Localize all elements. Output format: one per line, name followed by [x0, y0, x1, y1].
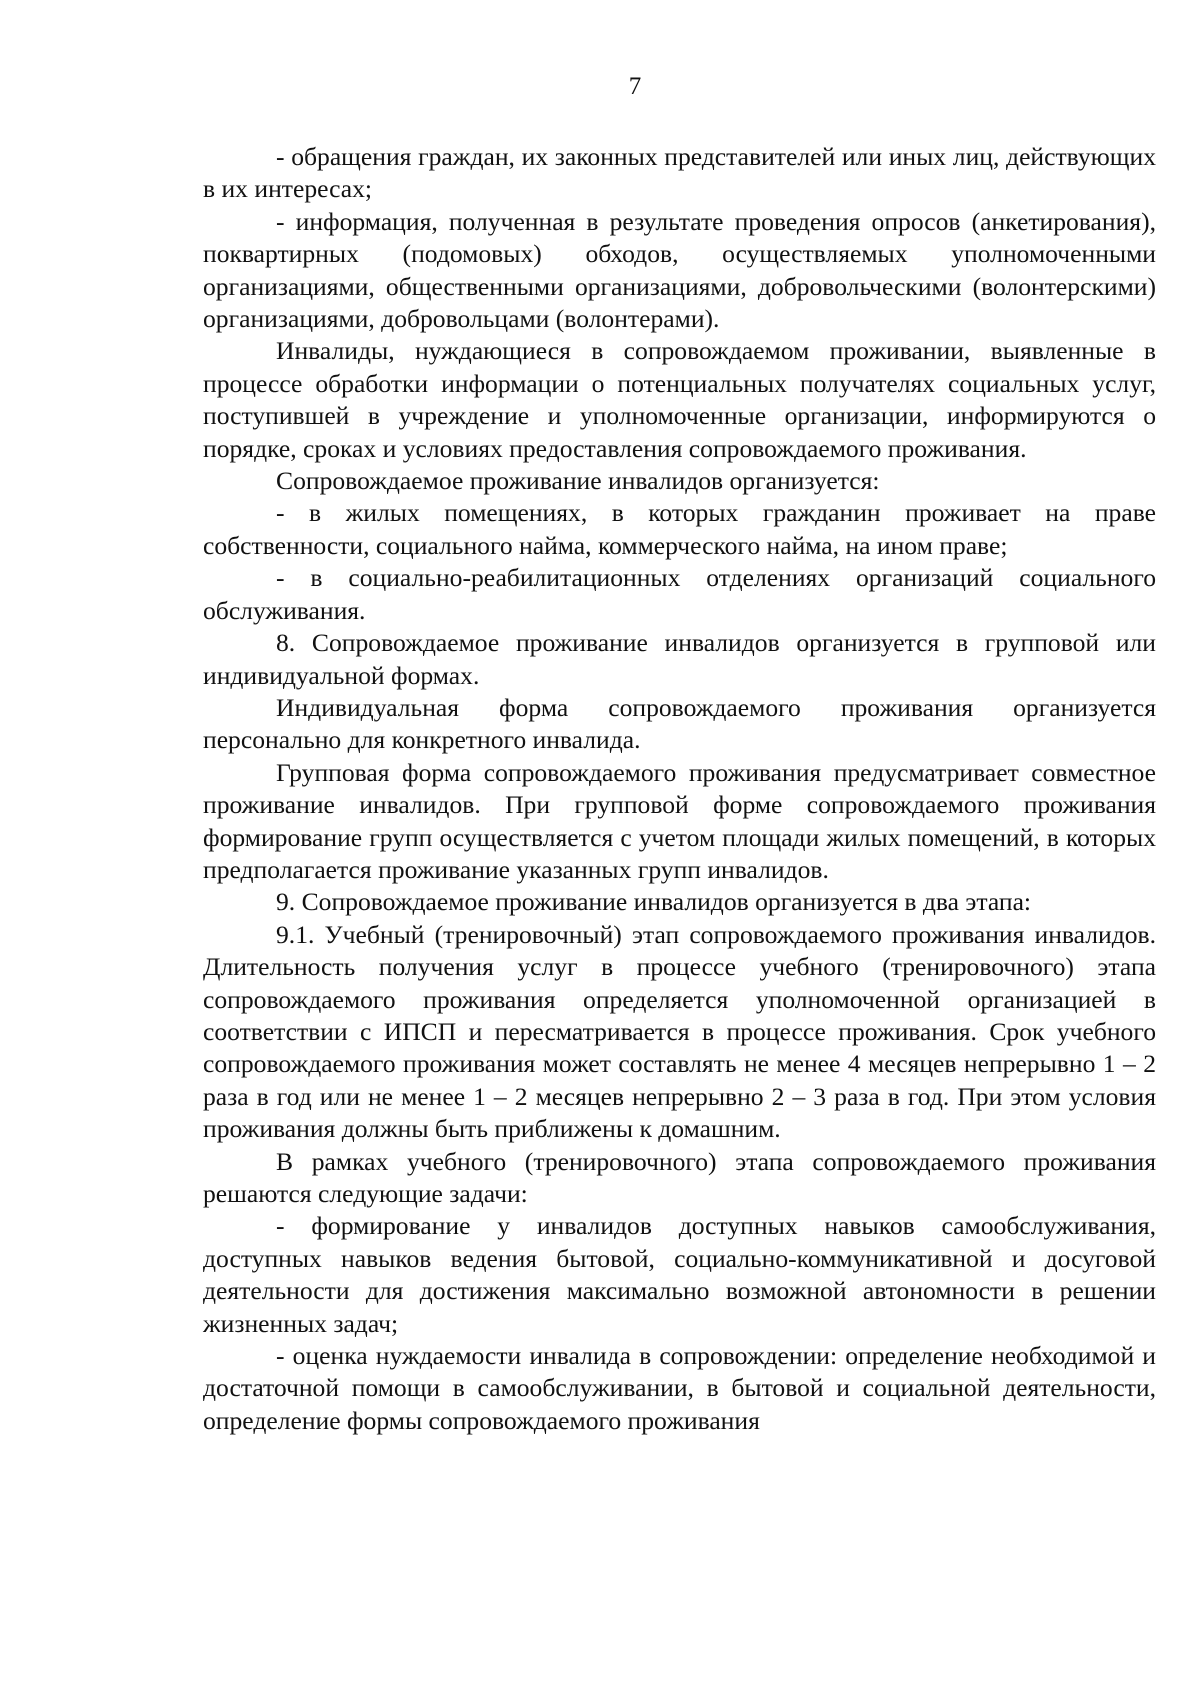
paragraph-section-9: 9. Сопровождаемое проживание инвалидов организуется в два этапа:: [276, 887, 1032, 917]
page-number: 7: [628, 73, 642, 100]
paragraph-skills-formation: - формирование у инвалидов доступных навыков самообслуживания, доступных навыков ведения бытовой, социально-коммуникативной и досуговой деятельности для достижения максимально возможной автономности в решении жизненных задач;: [203, 1211, 1156, 1338]
paragraph-training-tasks: В рамках учебного (тренировочного) этапа сопровождаемого проживания решаются следующие задачи:: [203, 1146, 1156, 1208]
paragraph-needs-assessment: - оценка нуждаемости инвалида в сопровождении: определение необходимой и достаточной помощи в самообслуживании, в бытовой и социальной деятельности, определение формы сопровождаемого проживания: [203, 1341, 1156, 1435]
paragraph-organized-where: Сопровождаемое проживание инвалидов организуется:: [276, 466, 880, 496]
paragraph-rehabilitation-units: - в социально-реабилитационных отделениях организаций социального обслуживания.: [203, 563, 1156, 625]
paragraph-section-9-1: 9.1. Учебный (тренировочный) этап сопровождаемого проживания инвалидов. Длительность получения услуг в процессе учебного (тренировочного) этапа сопровождаемого проживания определяется уполномоченной организацией в соответствии с ИПСП и пересматривается в процессе проживания. Срок учебного сопровождаемого проживания может составлять не менее 4 месяцев непрерывно 1 – 2 раза в год или не менее 1 – 2 месяцев непрерывно 2 – 3 раза в год. При этом условия проживания должны быть приближены к домашним.: [203, 919, 1156, 1144]
paragraph-group-form: Групповая форма сопровождаемого проживания предусматривает совместное проживание инвалидов. При групповой форме сопровождаемого проживания формирование групп осуществляется с учетом площади жилых помещений, в которых предполагается проживание указанных групп инвалидов.: [203, 757, 1156, 884]
document-body: [203, 141, 1156, 1437]
paragraph-citizen-appeals: - обращения граждан, их законных представителей или иных лиц, действующих в их интересах;: [203, 142, 1156, 204]
paragraph-residential-premises: - в жилых помещениях, в которых гражданин проживает на праве собственности, социального найма, коммерческого найма, на ином праве;: [203, 498, 1156, 560]
paragraph-survey-information: - информация, полученная в результате проведения опросов (анкетирования), поквартирных (подомовых) обходов, осуществляемых уполномоченными организациями, общественными организациями, добровольческими (волонтерскими) организациями, добровольцами (волонтерами).: [203, 206, 1156, 334]
paragraph-identified-disabled: Инвалиды, нуждающиеся в сопровождаемом проживании, выявленные в процессе обработки информации о потенциальных получателях социальных услуг, поступившей в учреждение и уполномоченные организации, информируются о порядке, сроках и условиях предоставления сопровождаемого проживания.: [203, 336, 1156, 463]
paragraph-section-8: 8. Сопровождаемое проживание инвалидов организуется в групповой или индивидуальной формах.: [203, 628, 1156, 690]
paragraph-individual-form: Индивидуальная форма сопровождаемого проживания организуется персонально для конкретного инвалида.: [203, 692, 1156, 755]
